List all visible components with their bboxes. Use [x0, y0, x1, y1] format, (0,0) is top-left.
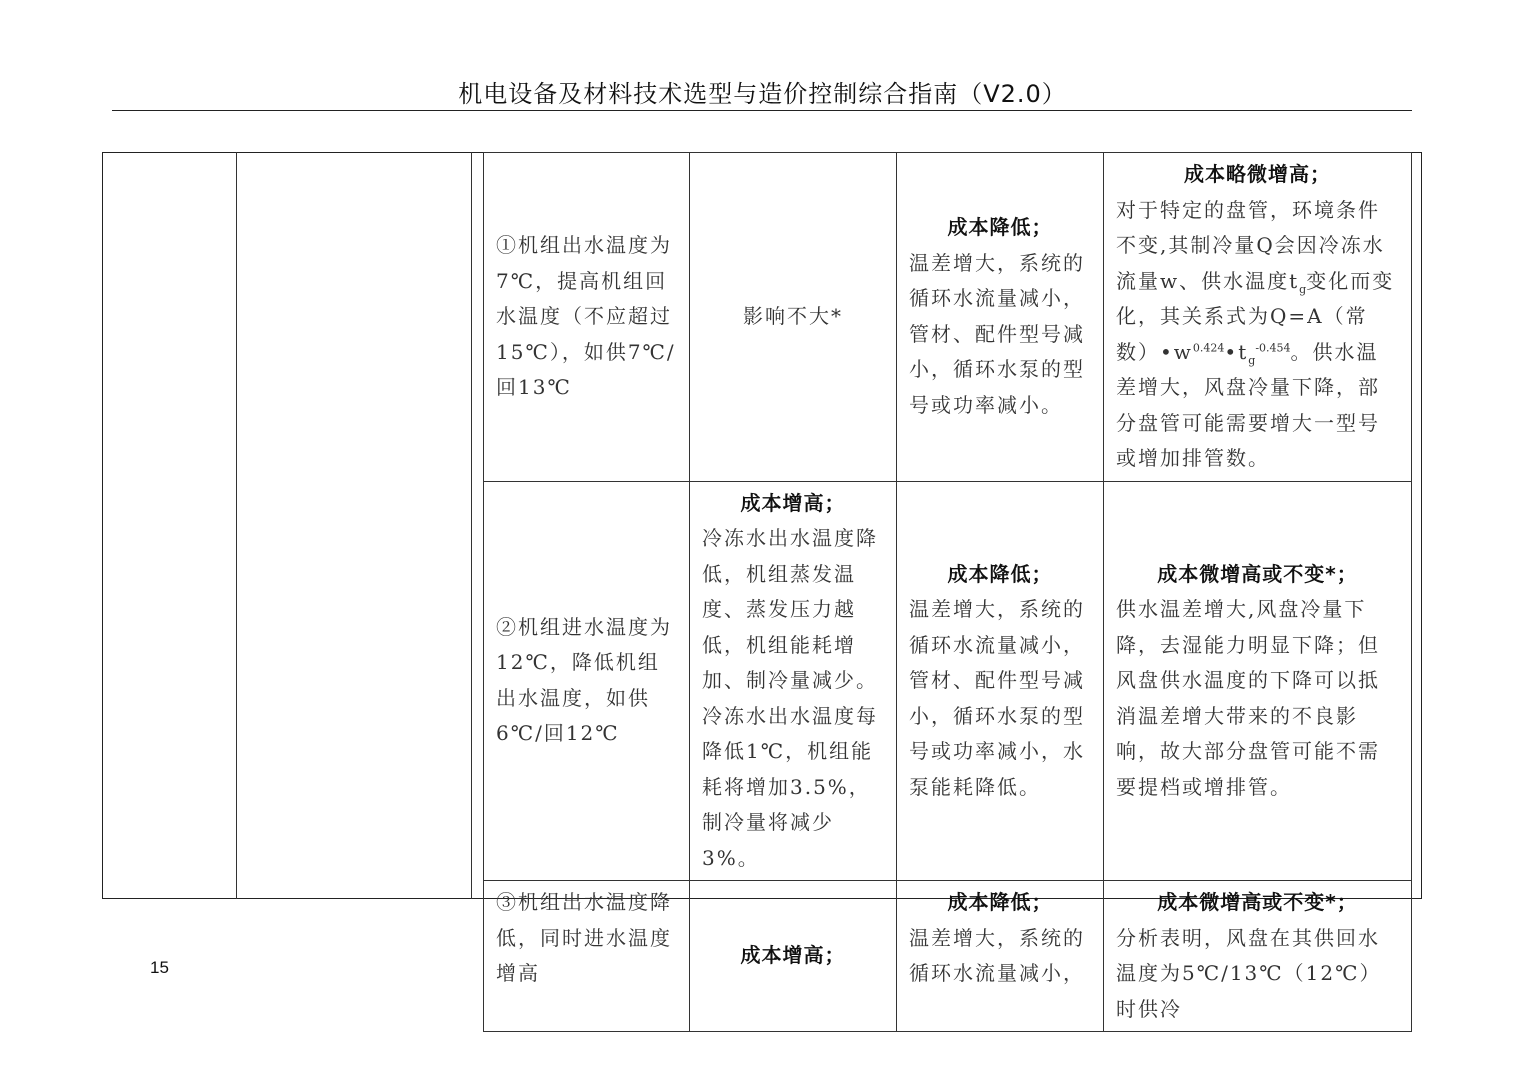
scheme-cell: ①机组出水温度为7℃，提高机组回水温度（不应超过15℃），如供7℃/回13℃ — [484, 153, 690, 482]
cost-description: 对于特定的盘管，环境条件不变,其制冷量Q会因冷冻水流量w、供水温度$t_g$变化而变化，其关系式为Q=A（常数）$•w^{0.424}•t_g^{-0.454}$。供水温差增大，风盘冷量下降，部分盘管可能需要增大一型号或增加排管数。 — [1116, 197, 1395, 470]
cost-description: 分析表明，风盘在其供回水温度为5℃/13℃（12℃）时供冷 — [1116, 925, 1382, 1021]
comparison-table — [483, 152, 1412, 1032]
cost-description: 温差增大，系统的循环水流量减小，管材、配件型号减小，循环水泵的型号或功率减小。 — [909, 250, 1085, 417]
header-divider — [112, 110, 1412, 111]
table-row — [484, 153, 1412, 482]
pump-cost-cell — [897, 881, 1104, 1032]
scheme-cell: ②机组进水温度为12℃，降低机组出水温度，如供6℃/回12℃ — [484, 481, 690, 881]
coil-cost-cell — [1104, 881, 1412, 1032]
cost-title: 成本略微增高； — [1184, 162, 1331, 186]
cost-description: 供水温差增大,风盘冷量下降，去湿能力明显下降；但风盘供水温度的下降可以抵消温差增大带来的不良影响，故大部分盘管可能不需要提档或增排管。 — [1116, 597, 1380, 799]
cost-title: 成本增高； — [740, 943, 846, 968]
chiller-cost-cell — [690, 881, 897, 1032]
cost-title: 成本降低； — [947, 215, 1053, 240]
coil-cost-cell — [1104, 153, 1412, 482]
cost-description: 温差增大，系统的循环水流量减小，管材、配件型号减小，循环水泵的型号或功率减小，水泵能耗降低。 — [909, 597, 1085, 799]
chiller-cost-cell: 影响不大* — [690, 153, 897, 482]
coil-cost-cell — [1104, 481, 1412, 881]
table-row — [484, 881, 1412, 1032]
scheme-cell: ③机组出水温度降低，同时进水温度增高 — [484, 881, 690, 1032]
page-number: 15 — [150, 958, 169, 977]
page-header-title: 机电设备及材料技术选型与造价控制综合指南（V2.0） — [458, 80, 1067, 108]
cost-title: 成本增高； — [740, 490, 846, 515]
cost-description: 温差增大，系统的循环水流量减小， — [909, 925, 1085, 985]
pump-cost-cell — [897, 153, 1104, 482]
column-divider — [236, 152, 237, 899]
pump-cost-cell — [897, 481, 1104, 881]
column-divider — [471, 152, 472, 899]
table-row — [484, 481, 1412, 881]
cost-description: 冷冻水出水温度降低，机组蒸发温度、蒸发压力越低，机组能耗增加、制冷量减少。冷冻水出水温度每降低1℃，机组能耗将增加3.5%，制冷量将减少3%。 — [702, 526, 878, 870]
cost-title: 成本降低； — [947, 890, 1053, 914]
cost-title: 成本微增高或不变*； — [1157, 561, 1358, 586]
chiller-cost-cell — [690, 481, 897, 881]
cost-title: 成本降低； — [947, 561, 1053, 586]
cost-title: 成本微增高或不变*； — [1157, 890, 1358, 914]
